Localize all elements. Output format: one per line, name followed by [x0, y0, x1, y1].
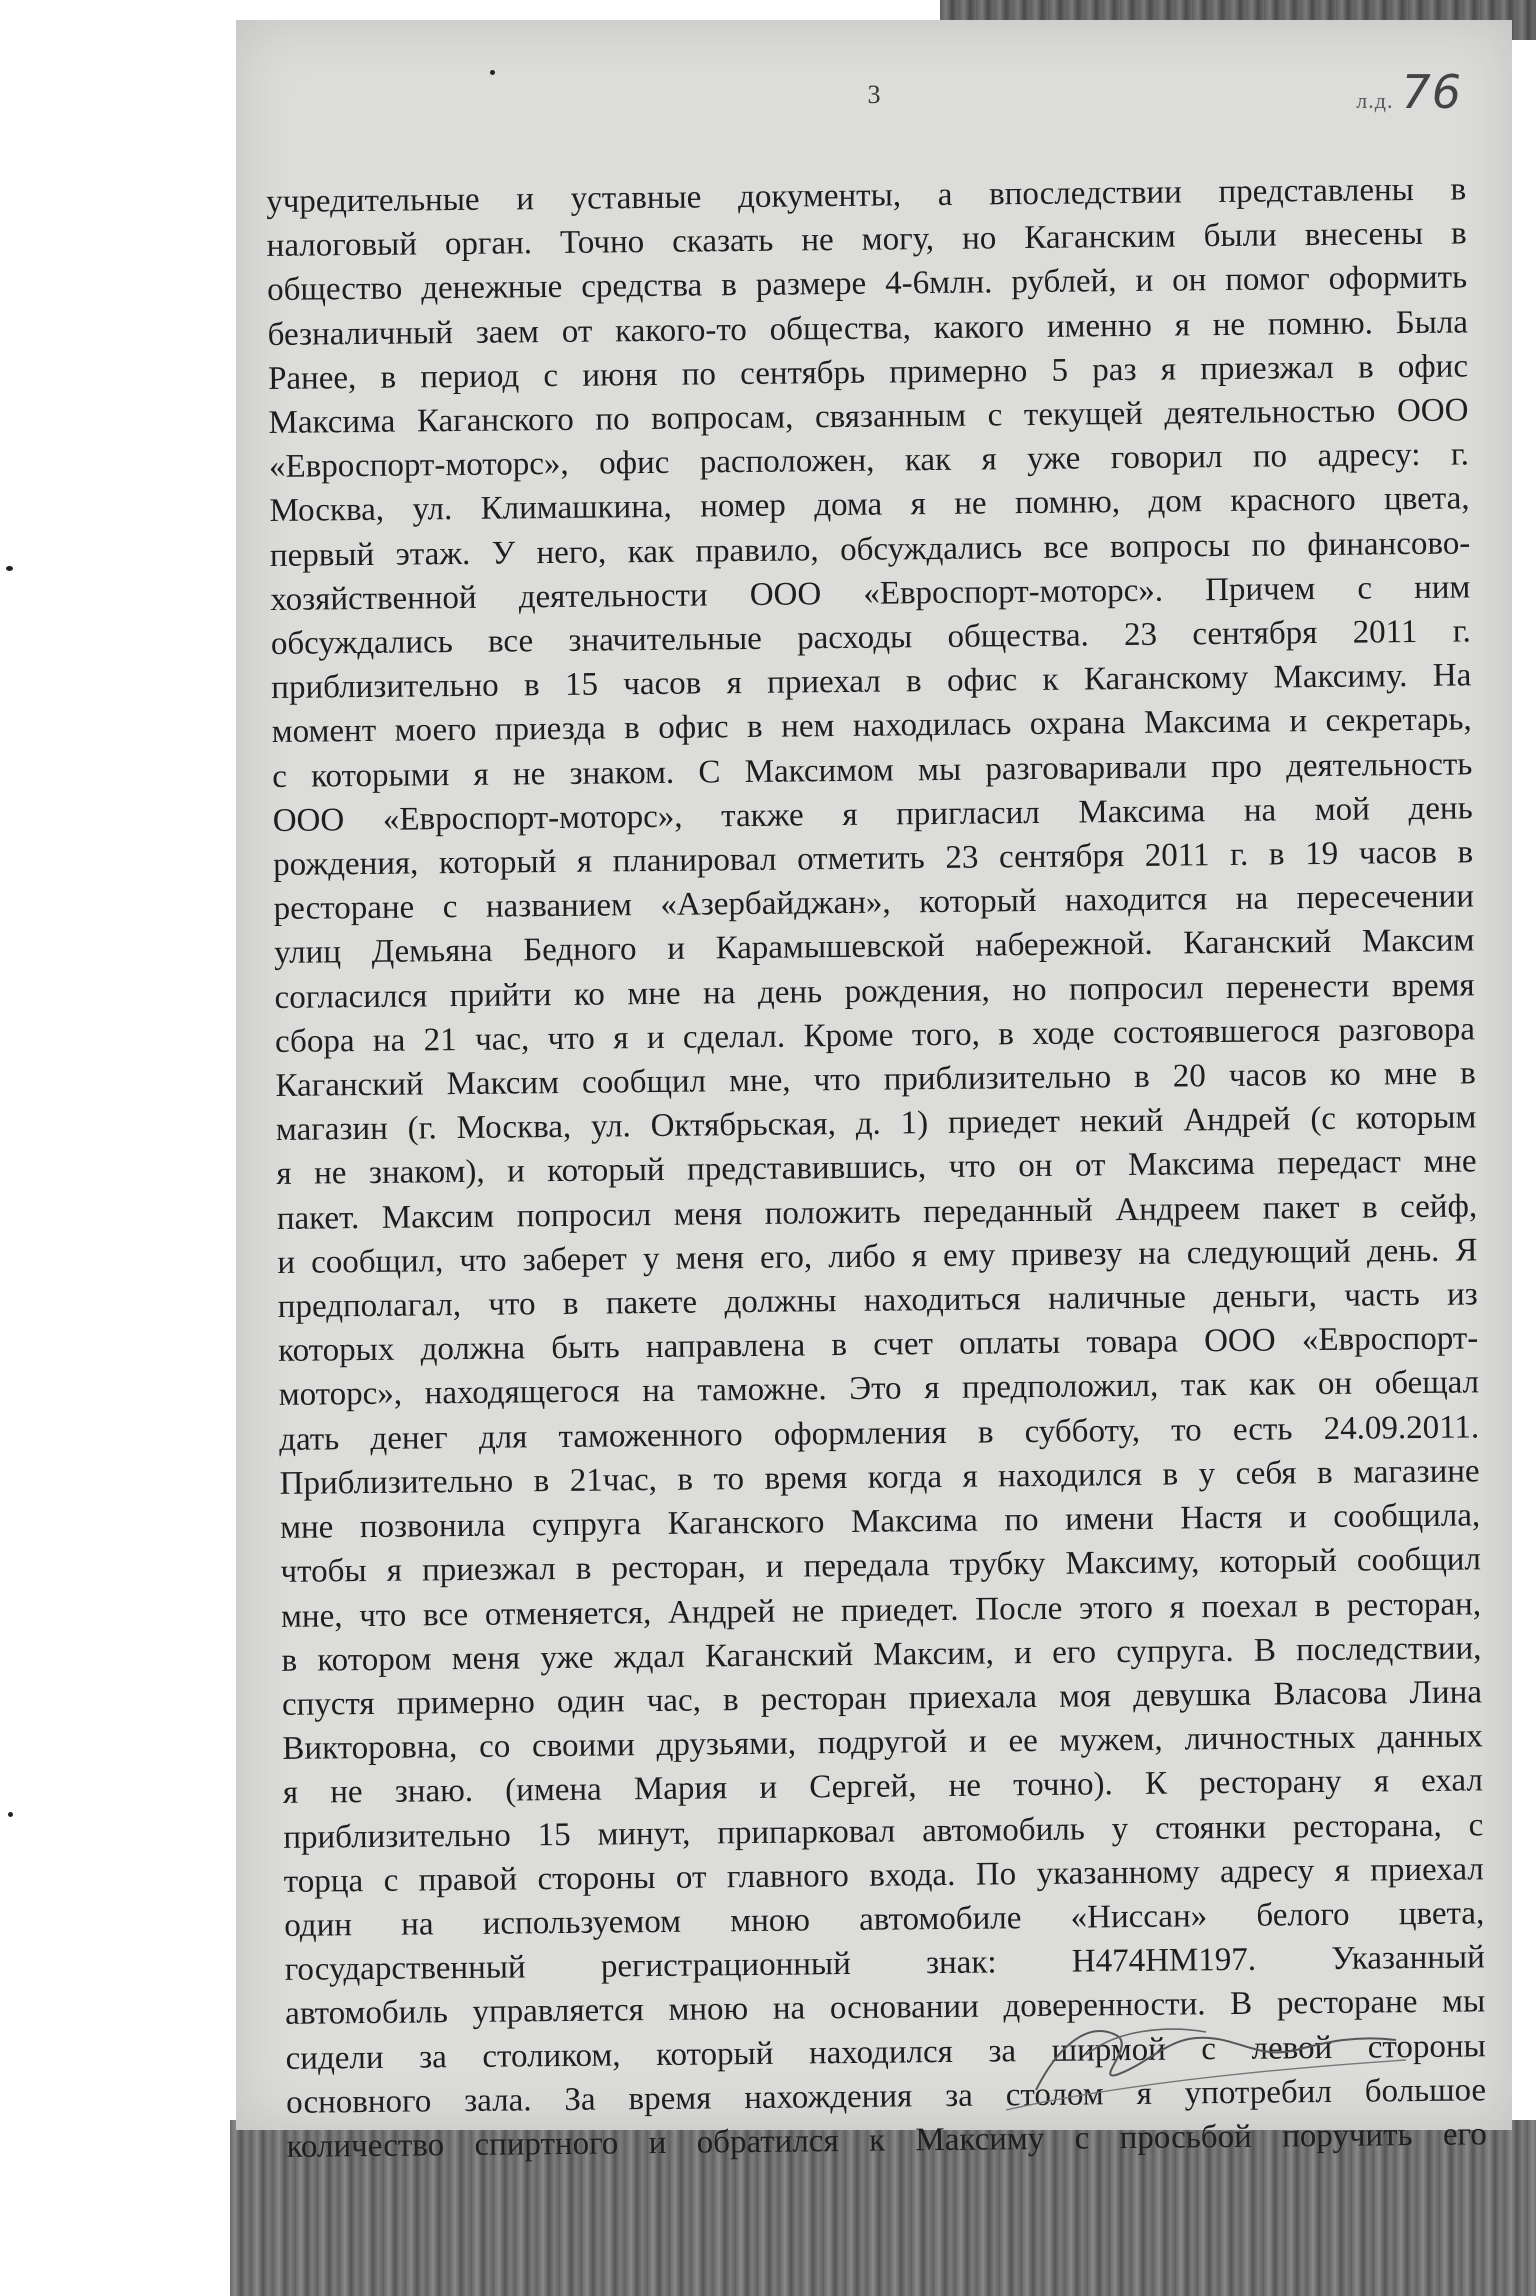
text-line: Москва, ул. Климашкина, номер дома я не помню, дом красного цвета,	[269, 480, 1470, 530]
text-line: я не знаком), и который представившись, что он от Максима передаст мне	[276, 1143, 1477, 1193]
text-line: обсуждались все значительные расходы общества. 23 сентября 2011 г.	[270, 613, 1471, 663]
text-line: приблизительно в 15 часов я приехал в офис к Каганскому Максиму. На	[271, 657, 1472, 707]
text-line: спустя примерно один час, в ресторан приехала моя девушка Власова Лина	[281, 1674, 1483, 1723]
text-line: торца с правой стороны от главного входа. По указанному адресу я приехал	[283, 1851, 1484, 1900]
text-line: в котором меня уже ждал Каганский Максим, и его супруга. В последствии,	[281, 1630, 1482, 1679]
text-line: согласился прийти ко мне на день рождения, но попросил перенести время	[274, 967, 1475, 1016]
text-line: учредительные и уставные документы, а впоследствии представлены в	[266, 171, 1467, 220]
text-line: улиц Демьяна Бедного и Карамышевской набережной. Каганский Максим	[273, 922, 1475, 972]
case-file-reference	[1356, 65, 1462, 119]
text-line: государственный регистрационный знак: Н474НМ197. Указанный	[284, 1939, 1485, 1989]
text-line: с которыми я не знаком. С Максимом мы разговаривали про деятельность	[272, 746, 1473, 795]
scan-speck	[490, 70, 495, 75]
text-line: сбора на 21 час, что я и сделал. Кроме того, в ходе состоявшегося разговора	[274, 1011, 1476, 1060]
text-line: безналичный заем от какого-то общества, какого именно я не помню. Была	[267, 304, 1468, 353]
text-line: предполагал, что в пакете должны находиться наличные деньги, часть из	[277, 1276, 1478, 1326]
text-line: основного зала. За время нахождения за столом я употребил большое	[285, 2072, 1487, 2121]
case-ref-number: 76	[1401, 65, 1462, 119]
text-line: «Евроспорт-моторс», офис расположен, как я уже говорил по адресу: г.	[268, 436, 1470, 486]
text-line: рождения, который я планировал отметить 23 сентября 2011 г. в 19 часов в	[272, 834, 1474, 884]
text-line: мне, что все отменяется, Андрей не приедет. После этого я поехал в ресторан,	[280, 1585, 1482, 1635]
signature-mark	[996, 1980, 1416, 2120]
text-line: автомобиль управляется мною на основании доверенности. В ресторане мы	[285, 1983, 1486, 2033]
text-line: налоговый орган. Точно сказать не могу, но Каганским были внесены в	[266, 215, 1467, 265]
text-line: пакет. Максим попросил меня положить переданный Андреем пакет в сейф,	[276, 1188, 1478, 1237]
case-ref-prefix: л.д.	[1356, 88, 1394, 113]
text-line: первый этаж. У него, как правило, обсуждались все вопросы по финансово-	[269, 525, 1471, 574]
text-line: один на используемом мною автомобиле «Ниссан» белого цвета,	[284, 1895, 1485, 1944]
text-line: чтобы я приезжал в ресторан, и передала трубку Максиму, который сообщил	[280, 1541, 1481, 1591]
scan-speck	[8, 1812, 13, 1817]
document-body	[266, 167, 1487, 2169]
text-line: Каганский Максим сообщил мне, что приблизительно в 20 часов ко мне в	[275, 1055, 1476, 1105]
text-line: которых должна быть направлена в счет оплаты товара ООО «Евроспорт-	[278, 1320, 1479, 1370]
text-line: момент моего приезда в офис в нем находилась охрана Максима и секретарь,	[271, 701, 1472, 751]
text-line: общество денежные средства в размере 4-6млн. рублей, и он помог оформить	[266, 259, 1468, 309]
text-line: ресторане с названием «Азербайджан», который находится на пересечении	[273, 878, 1474, 928]
page-number: 3	[867, 80, 881, 109]
text-line: моторс», находящегося на таможне. Это я предположил, так как он обещал	[278, 1364, 1479, 1414]
text-line: количество спиртного и обратился к Максиму с просьбой поручить его	[286, 2116, 1487, 2165]
text-line: приблизительно 15 минут, припарковал автомобиль у стоянки ресторана, с	[283, 1806, 1484, 1856]
text-line: Приблизительно в 21час, в то время когда я находился в у себя в магазине	[279, 1453, 1480, 1502]
text-line: дать денег для таможенного оформления в субботу, то есть 24.09.2011.	[279, 1409, 1480, 1458]
text-line: я не знаю. (имена Мария и Сергей, не точно). К ресторану я ехал	[282, 1762, 1484, 1812]
text-line: Викторовна, со своими друзьями, подругой и ее мужем, личностных данных	[282, 1718, 1483, 1768]
text-line: и сообщил, что заберет у меня его, либо я ему привезу на следующий день. Я	[277, 1232, 1478, 1281]
text-line: Ранее, в период с июня по сентябрь примерно 5 раз я приезжал в офис	[267, 348, 1469, 397]
text-line: магазин (г. Москва, ул. Октябрьская, д. 1) приедет некий Андрей (с которым	[275, 1099, 1477, 1149]
document-page	[236, 20, 1512, 2165]
text-line: ООО «Евроспорт-моторс», также я пригласил Максима на мой день	[272, 790, 1473, 839]
text-line: сидели за столиком, который находился за ширмой с левой стороны	[285, 2027, 1486, 2077]
scan-speck	[6, 566, 13, 571]
text-line: мне позвонила супруга Каганского Максима по имени Настя и сообщила,	[279, 1497, 1481, 1547]
text-line: Максима Каганского по вопросам, связанным с текущей деятельностью ООО	[268, 392, 1469, 442]
text-line: хозяйственной деятельности ООО «Евроспорт-моторс». Причем с ним	[270, 569, 1471, 618]
